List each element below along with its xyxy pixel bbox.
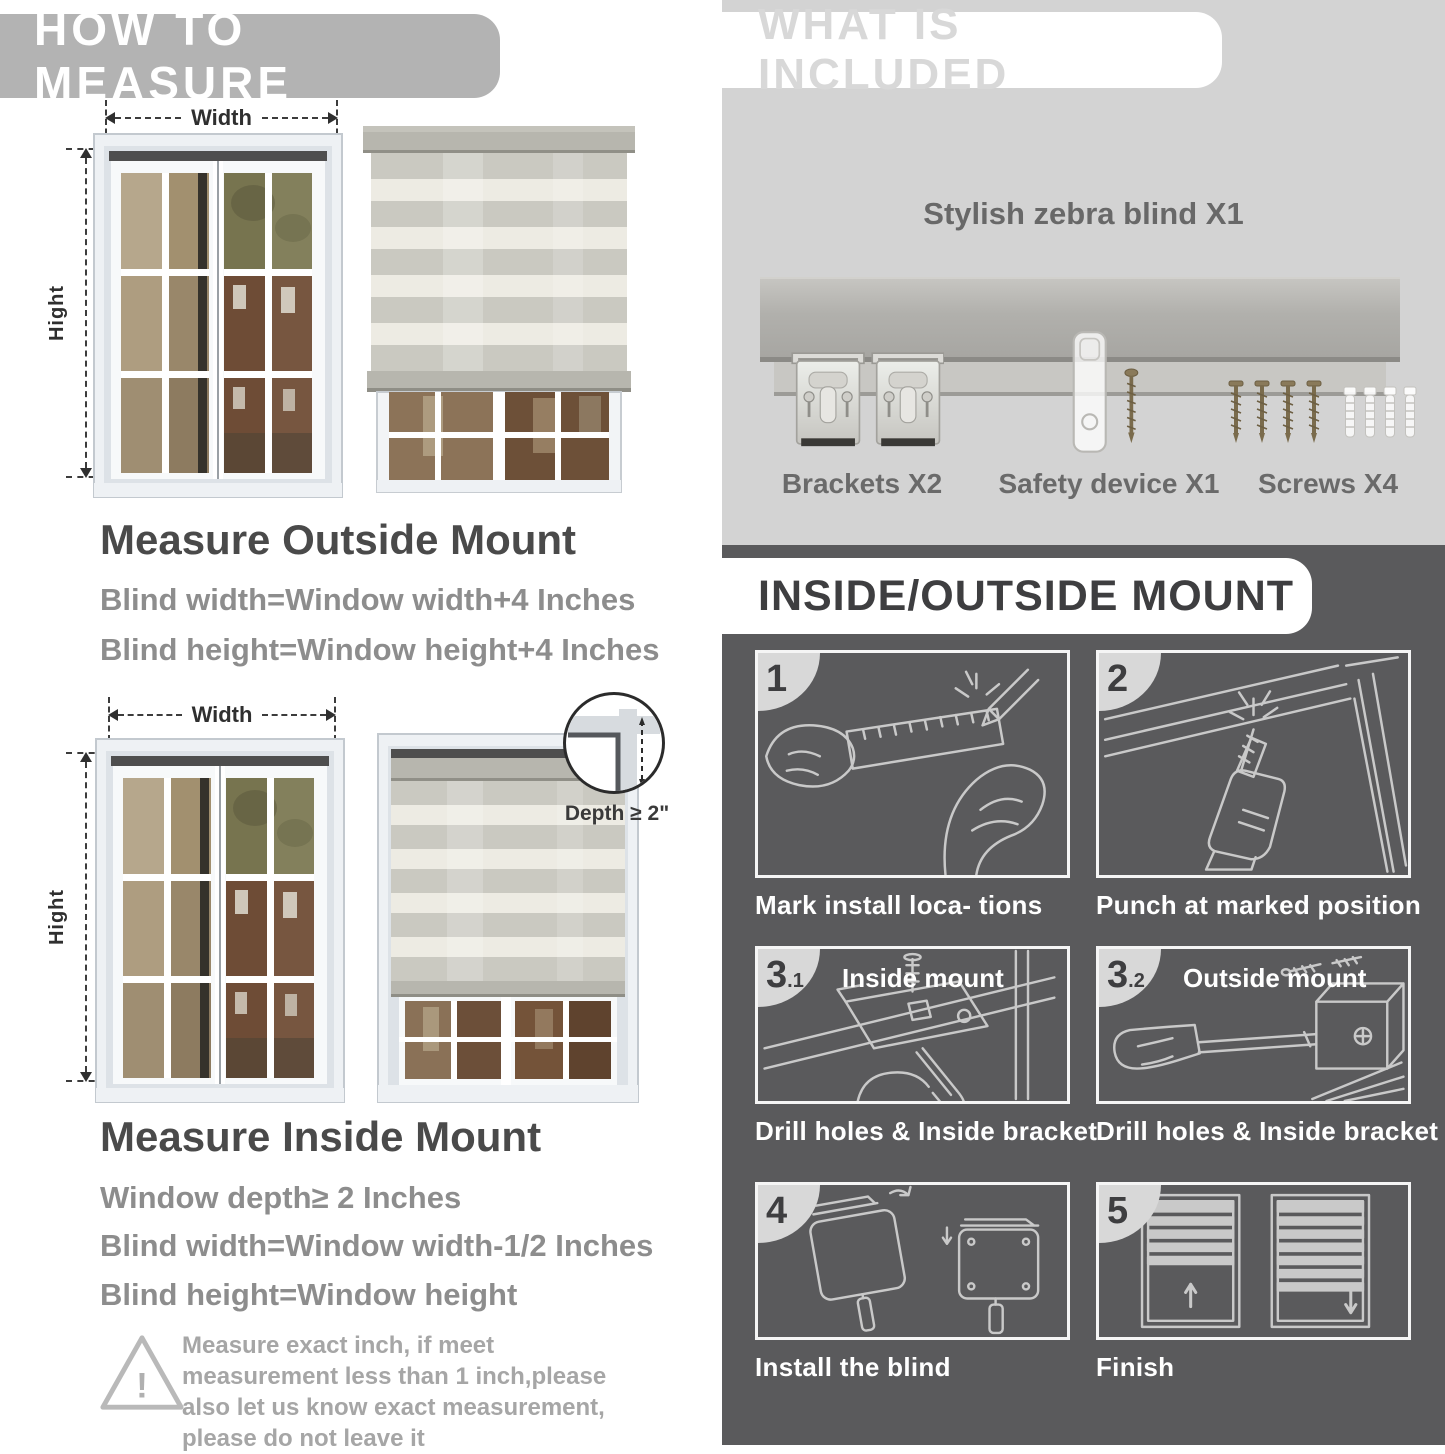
outside-width-label: Width: [191, 105, 252, 130]
screws-label: Screws X4: [1257, 468, 1399, 499]
step-1-badge: 1: [758, 653, 820, 711]
outside-mount-line2: Blind height=Window height+4 Inches: [100, 632, 660, 667]
safety-device-icon: [1060, 330, 1160, 456]
outside-blind-figure: [363, 126, 635, 498]
outside-height-label: Hight: [46, 284, 68, 342]
step-2-badge: 2: [1099, 653, 1161, 711]
step-3-1-label: Inside mount: [842, 963, 1004, 993]
depth-detail-circle: [563, 692, 665, 794]
step-3-2-caption: Drill holes & Inside bracket: [1096, 1116, 1439, 1146]
brackets-label: Brackets X2: [781, 468, 943, 499]
how-to-measure-header: [0, 3, 500, 109]
step-3-2-badge: 3.2: [1099, 949, 1161, 1007]
step-2-cell: [1096, 650, 1411, 878]
mount-header-title: INSIDE/OUTSIDE MOUNT: [758, 571, 1295, 620]
step-3-1-cell: [755, 946, 1070, 1104]
inside-mount-line2: Blind width=Window width-1/2 Inches: [100, 1228, 654, 1263]
step-2-caption: Punch at marked position: [1096, 890, 1422, 920]
warning-text: Measure exact inch, if meet measurement less than 1 inch,please also let us know exact measurement, please do not leave it: [182, 1332, 607, 1452]
step-1-caption: Mark install loca- tions: [755, 890, 1043, 920]
brackets-icon: [784, 336, 944, 456]
screws-icon: [1220, 374, 1420, 452]
step-3-2-cell: [1096, 946, 1411, 1104]
inside-width-arrow: [108, 702, 336, 727]
step-3-1-caption: Drill holes & Inside bracket: [755, 1116, 1098, 1146]
inside-mount-line1: Window depth≥ 2 Inches: [100, 1180, 462, 1215]
step-5-cell: [1096, 1182, 1411, 1340]
outside-mount-line1: Blind width=Window width+4 Inches: [100, 582, 636, 617]
warning-exclamation: !: [136, 1366, 148, 1406]
inside-width-label: Width: [191, 702, 253, 727]
warning-triangle-icon: [98, 1330, 186, 1416]
inside-height-arrow: [46, 752, 96, 1082]
mount-header: [722, 558, 1312, 634]
step-3-2-label: Outside mount: [1183, 963, 1367, 993]
inside-mount-line3: Blind height=Window height: [100, 1277, 518, 1312]
how-to-measure-panel: [0, 0, 722, 1452]
step-4-caption: Install the blind: [755, 1352, 951, 1382]
right-panel: [722, 0, 1445, 1445]
outside-window-photo: [93, 133, 343, 498]
step-4-badge: 4: [758, 1185, 820, 1243]
outside-width-arrow: [105, 105, 338, 130]
how-to-measure-title: HOW TO MEASURE: [34, 3, 293, 109]
step-3-1-badge: 3.1: [758, 949, 820, 1007]
depth-label: Depth ≥ 2": [564, 802, 670, 825]
width-tick-left: [108, 697, 110, 741]
mount-section: [722, 545, 1445, 1445]
safety-device-label: Safety device X1: [998, 468, 1220, 499]
outside-mount-title: Measure Outside Mount: [100, 516, 577, 563]
inside-height-label: Hight: [46, 888, 68, 946]
step-4-cell: [755, 1182, 1070, 1340]
step-5-badge: 5: [1099, 1185, 1161, 1243]
step-1-cell: [755, 650, 1070, 878]
step-5-caption: Finish: [1096, 1352, 1175, 1382]
what-is-included-header: [722, 0, 1222, 99]
depth-detail-art: [566, 695, 662, 791]
what-is-included-title: WHAT IS INCLUDED: [758, 0, 1010, 99]
product-title: Stylish zebra blind X1: [923, 196, 1244, 231]
inside-window-photo: [95, 738, 345, 1103]
width-tick-right: [334, 697, 336, 741]
inside-mount-title: Measure Inside Mount: [100, 1113, 542, 1160]
